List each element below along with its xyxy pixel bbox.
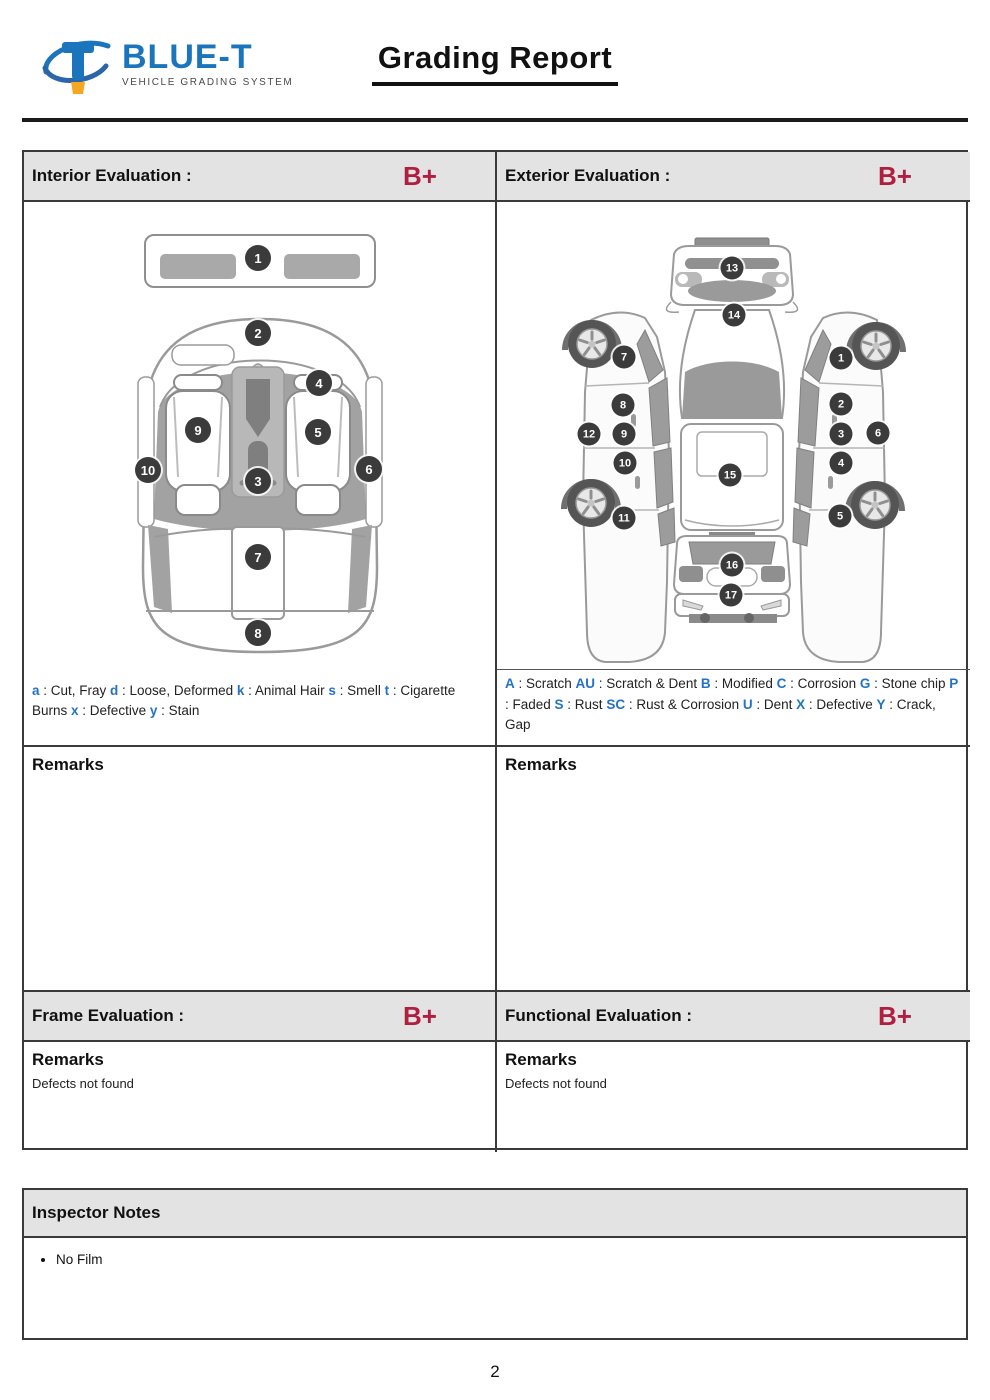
interior-grade-badge: B+ bbox=[403, 160, 437, 191]
exterior-evaluation-title: Exterior Evaluation : bbox=[505, 166, 671, 185]
legend-code: B bbox=[700, 676, 711, 692]
exterior-car-diagram bbox=[499, 202, 969, 672]
defect-marker-1: 1 bbox=[245, 245, 271, 271]
page-number: 2 bbox=[490, 1362, 500, 1381]
defect-marker-4: 4 bbox=[306, 370, 332, 396]
inspector-notes-header bbox=[24, 1190, 966, 1238]
legend-code: C bbox=[776, 676, 787, 692]
inspector-notes-body bbox=[24, 1238, 966, 1279]
interior-diagram-art bbox=[130, 227, 390, 657]
functional-remarks-cell bbox=[497, 1042, 970, 1152]
defect-marker-11: 11 bbox=[613, 507, 636, 530]
defect-marker-8: 8 bbox=[245, 620, 271, 646]
exterior-evaluation-header bbox=[497, 152, 970, 202]
defect-marker-1: 1 bbox=[830, 347, 853, 370]
defect-marker-9: 9 bbox=[613, 423, 636, 446]
defect-marker-6: 6 bbox=[356, 456, 382, 482]
defect-marker-17: 17 bbox=[720, 584, 743, 607]
page-title bbox=[22, 40, 968, 86]
defect-marker-10: 10 bbox=[614, 452, 637, 475]
functional-evaluation-title: Functional Evaluation : bbox=[505, 1006, 693, 1025]
defect-marker-16: 16 bbox=[721, 554, 744, 577]
legend-code: SC bbox=[606, 696, 626, 712]
defect-marker-7: 7 bbox=[245, 544, 271, 570]
frame-evaluation-title: Frame Evaluation : bbox=[32, 1006, 185, 1025]
inspector-notes-list bbox=[56, 1252, 958, 1267]
defect-marker-4: 4 bbox=[830, 452, 853, 475]
report-header bbox=[22, 28, 968, 108]
defect-marker-8: 8 bbox=[612, 394, 635, 417]
legend-code: A bbox=[505, 676, 515, 692]
legend-code: S bbox=[554, 696, 564, 712]
frame-evaluation-header bbox=[24, 992, 497, 1042]
exterior-remarks-cell bbox=[497, 747, 970, 992]
header-divider bbox=[22, 118, 968, 122]
frame-remarks-label: Remarks bbox=[32, 1050, 104, 1069]
frame-remarks-text: Defects not found bbox=[32, 1076, 134, 1091]
defect-marker-5: 5 bbox=[305, 419, 331, 445]
legend-code: Y bbox=[876, 696, 886, 712]
inspector-notes-title: Inspector Notes bbox=[32, 1203, 161, 1222]
defect-marker-2: 2 bbox=[245, 320, 271, 346]
page-title-text: Grading Report bbox=[372, 40, 618, 86]
defect-marker-15: 15 bbox=[719, 464, 742, 487]
functional-grade-badge: B+ bbox=[878, 1000, 912, 1031]
inspector-notes-box bbox=[22, 1188, 968, 1340]
defect-marker-9: 9 bbox=[185, 417, 211, 443]
logo-title: BLUE-T bbox=[122, 38, 253, 76]
interior-remarks-cell bbox=[24, 747, 497, 992]
evaluation-table bbox=[22, 150, 968, 1150]
legend-code: x bbox=[71, 702, 79, 718]
defect-marker-6: 6 bbox=[867, 422, 890, 445]
interior-remarks-label: Remarks bbox=[32, 755, 104, 774]
interior-car-diagram bbox=[130, 227, 390, 657]
legend-code: X bbox=[796, 696, 806, 712]
defect-marker-5: 5 bbox=[829, 505, 852, 528]
legend-code: k bbox=[236, 682, 245, 698]
legend-code: s bbox=[328, 682, 336, 698]
interior-legend: a : Cut, Fray d : Loose, Deformed k : Animal Hair s : Smell t : Cigarette Burns x : Defective y : Stain bbox=[32, 682, 456, 718]
legend-code: y bbox=[149, 702, 158, 718]
legend-code: t bbox=[384, 682, 390, 698]
exterior-legend: A : Scratch AU : Scratch & Dent B : Modified C : Corrosion G : Stone chip P : Faded S : Rust SC : Rust & Corrosion U : Dent X : Defective Y : Crack, Gap bbox=[497, 669, 970, 735]
interior-evaluation-header bbox=[24, 152, 497, 202]
defect-marker-3: 3 bbox=[245, 468, 271, 494]
legend-code: U bbox=[742, 696, 753, 712]
defect-marker-14: 14 bbox=[723, 304, 746, 327]
defect-marker-2: 2 bbox=[830, 393, 853, 416]
interior-evaluation-title: Interior Evaluation : bbox=[32, 166, 192, 185]
legend-code: d bbox=[110, 682, 119, 698]
note-item: • No Film bbox=[56, 1252, 958, 1267]
interior-diagram-cell bbox=[24, 202, 497, 747]
defect-marker-12: 12 bbox=[578, 423, 601, 446]
legend-code: G bbox=[859, 676, 871, 692]
exterior-diagram-cell bbox=[497, 202, 970, 747]
legend-code: AU bbox=[575, 676, 596, 692]
frame-remarks-cell bbox=[24, 1042, 497, 1152]
frame-grade-badge: B+ bbox=[403, 1000, 437, 1031]
legend-code: P bbox=[949, 676, 959, 692]
functional-remarks-label: Remarks bbox=[505, 1050, 577, 1069]
functional-evaluation-header bbox=[497, 992, 970, 1042]
exterior-grade-badge: B+ bbox=[878, 160, 912, 191]
defect-marker-13: 13 bbox=[721, 257, 744, 280]
legend-code: a bbox=[32, 682, 40, 698]
exterior-remarks-label: Remarks bbox=[505, 755, 577, 774]
defect-marker-10: 10 bbox=[135, 457, 161, 483]
defect-marker-7: 7 bbox=[613, 346, 636, 369]
logo-subtitle: VEHICLE GRADING SYSTEM bbox=[122, 77, 294, 88]
functional-remarks-text: Defects not found bbox=[505, 1076, 607, 1091]
defect-marker-3: 3 bbox=[830, 423, 853, 446]
